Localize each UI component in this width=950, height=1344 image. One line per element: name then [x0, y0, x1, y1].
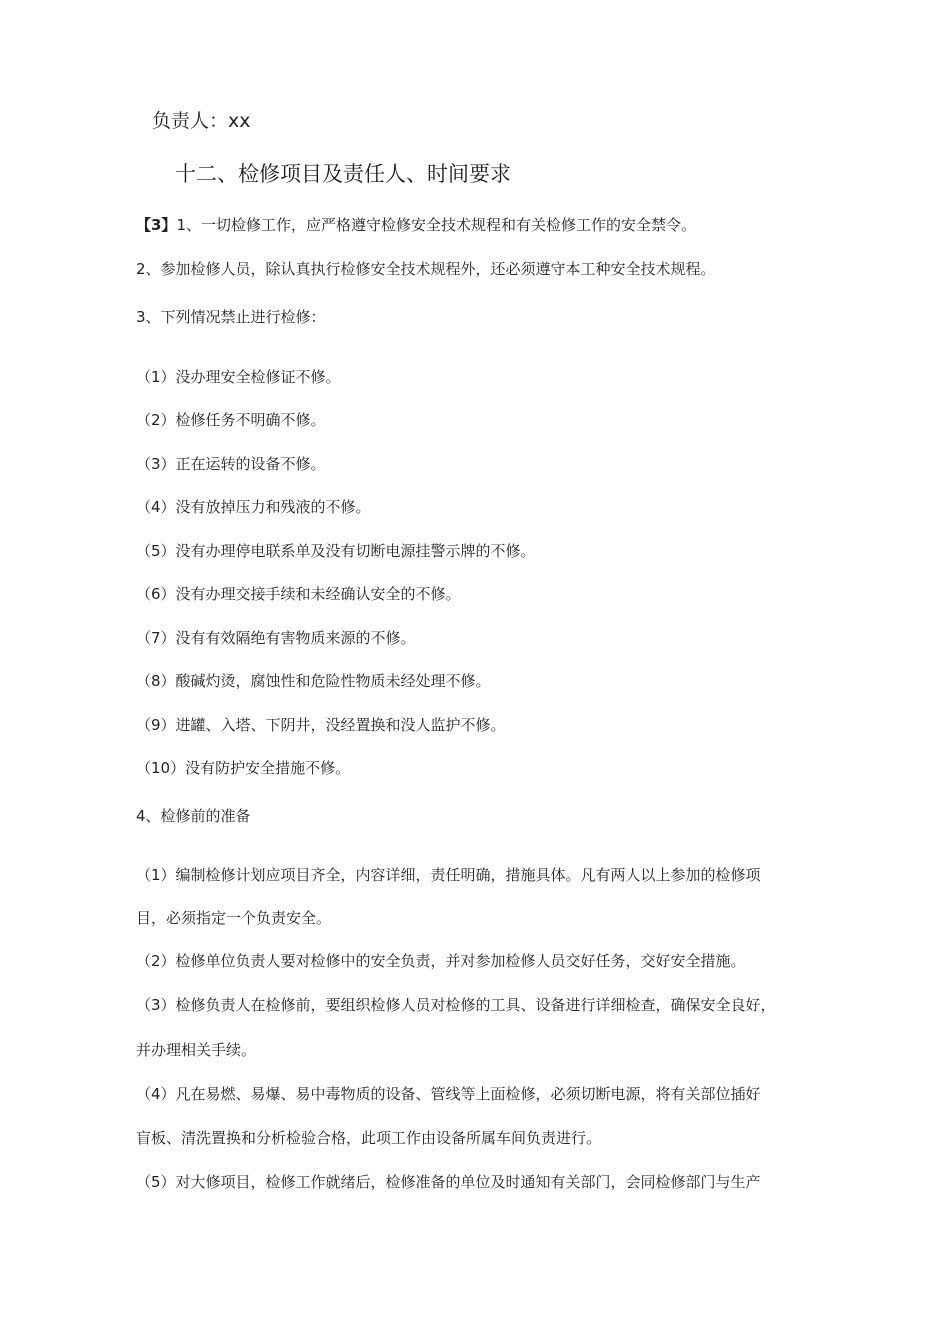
- preparation-line: （4）凡在易燃、易爆、易中毒物质的设备、管线等上面检修，必须切断电源，将有关部位插好: [136, 1085, 761, 1103]
- preparation-line: （1）编制检修计划应项目齐全，内容详细，责任明确，措施具体。凡有两人以上参加的检修项: [136, 866, 761, 884]
- paragraph-4: 4、检修前的准备: [136, 807, 251, 825]
- preparation-line: 盲板、清洗置换和分析检验合格，此项工作由设备所属车间负责进行。: [136, 1129, 602, 1147]
- prohibition-item: （1）没办理安全检修证不修。: [136, 368, 341, 386]
- paragraph-1-text: 1、一切检修工作，应严格遵守检修安全技术规程和有关检修工作的安全禁令。: [176, 216, 696, 234]
- responsible-person: 负责人：xx: [152, 110, 251, 132]
- prohibition-item: （7）没有有效隔绝有害物质来源的不修。: [136, 629, 416, 647]
- prohibition-item: （5）没有办理停电联系单及没有切断电源挂警示牌的不修。: [136, 542, 536, 560]
- paragraph-2: 2、参加检修人员，除认真执行检修安全技术规程外，还必须遵守本工种安全技术规程。: [136, 260, 716, 278]
- paragraph-1: [136, 215, 696, 235]
- prohibition-item: （10）没有防护安全措施不修。: [136, 759, 351, 777]
- preparation-line: 并办理相关手续。: [136, 1041, 257, 1059]
- preparation-line: （3）检修负责人在检修前，要组织检修人员对检修的工具、设备进行详细检查，确保安全良好，: [136, 996, 776, 1014]
- preparation-line: 目，必须指定一个负责安全。: [136, 909, 332, 927]
- prohibition-item: （4）没有放掉压力和残液的不修。: [136, 498, 371, 516]
- paragraph-3: 3、下列情况禁止进行检修：: [136, 308, 326, 326]
- prohibition-item: （6）没有办理交接手续和未经确认安全的不修。: [136, 585, 461, 603]
- preparation-line: （2）检修单位负责人要对检修中的安全负责，并对参加检修人员交好任务，交好安全措施。: [136, 952, 746, 970]
- section-heading: 十二、检修项目及责任人、时间要求: [175, 162, 511, 186]
- reference-marker: 【3】: [136, 216, 177, 234]
- preparation-line: （5）对大修项目，检修工作就绪后，检修准备的单位及时通知有关部门，会同检修部门与生产: [136, 1173, 761, 1191]
- prohibition-item: （9）进罐、入塔、下阴井，没经置换和没人监护不修。: [136, 716, 506, 734]
- prohibition-item: （8）酸碱灼烫，腐蚀性和危险性物质未经处理不修。: [136, 672, 491, 690]
- prohibition-item: （3）正在运转的设备不修。: [136, 455, 326, 473]
- prohibition-item: （2）检修任务不明确不修。: [136, 411, 326, 429]
